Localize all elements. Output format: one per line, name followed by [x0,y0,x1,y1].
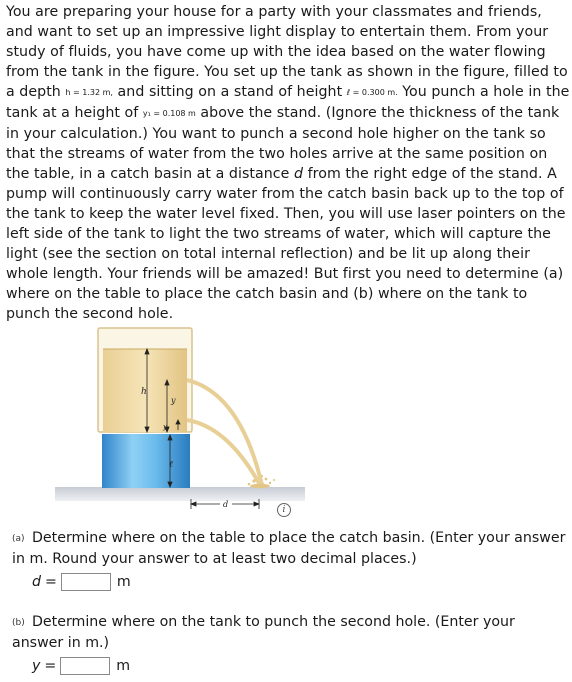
part-b [12,612,567,677]
y1-label: y₁ [163,423,170,431]
hole-height-value: y₁ = 0.108 m [142,109,196,118]
h-label: h [141,387,147,397]
distance-variable: d [294,166,304,182]
part-b-label: (b) [12,618,25,628]
y-label: y [171,396,176,405]
part-a-unit: m [116,574,131,590]
part-a-label: (a) [12,534,25,544]
stand [102,434,190,488]
info-icon[interactable]: i [277,503,291,517]
problem-text-4: above the stand. (Ignore the thickness of the tank in your calculation.) You want to punch a second hole higher on the tank so that the streams of water from the two holes arrive at the same position on the table, in a catch basin at a distance [6,105,560,182]
part-b-question: Determine where on the tank to punch the second hole. (Enter your answer in m.) [12,614,515,651]
tank-figure [50,323,310,523]
part-b-answer-input[interactable] [60,657,110,675]
table-surface [55,487,305,501]
part-a-variable: d [32,574,42,590]
part-b-answer-row [12,655,567,677]
d-label: d [223,500,229,509]
part-a-answer-input[interactable] [61,573,111,591]
part-b-unit: m [116,658,131,674]
part-a-answer-row [12,571,567,593]
part-a-question: Determine where on the table to place the catch basin. (Enter your answer in m. Round your answer to at least two decimal places.) [12,530,566,567]
problem-text-5: from the right edge of the stand. A pump will continuously carry water from the catch basin back up to the top of the tank to keep the water level fixed. Then, you will use laser pointers on the left side of the tank to light the two streams of water, which will capture the light (see the section on total internal reflection) and be lit up along their whole length. Your friends will be amazed! But first you need to determine (a) where on the table to place the catch basin and (b) where on the tank to punch the second hole. [6,166,566,322]
l-label: ℓ [169,460,173,470]
part-a-equals: = [45,574,57,590]
part-a [12,528,567,593]
problem-statement [6,2,570,324]
problem-text-1: You are preparing your house for a party with your classmates and friends, and want to set up an impressive light display to entertain them. From your study of fluids, you have come up with the idea based on the water flowing from the tank in the figure. You set up the tank as shown in the figure, filled to a depth [6,4,568,100]
problem-text-3: You punch a hole in the tank at a height of [6,84,570,121]
stand-height-value: ℓ = 0.300 m. [346,88,398,97]
problem-text-2: and sitting on a stand of height [117,84,343,100]
part-b-equals: = [44,658,57,674]
depth-value: h = 1.32 m, [65,88,113,97]
part-b-variable: y [32,658,41,674]
lower-water-stream [187,420,260,485]
